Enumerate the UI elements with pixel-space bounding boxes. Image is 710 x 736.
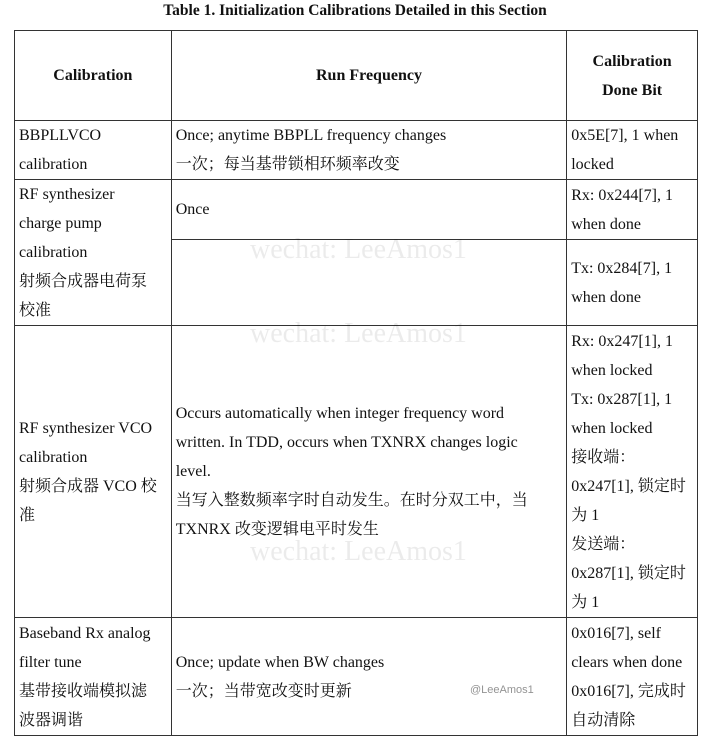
text-line: 0x016[7], 完成时: [571, 682, 686, 700]
header-done-bit-line: Calibration: [592, 52, 672, 70]
text-line: 为 1: [571, 506, 600, 524]
table-row: [15, 180, 698, 240]
text-line: 波器调谐: [19, 711, 84, 729]
text-line: Baseband Rx analog: [19, 624, 151, 642]
watermark: wechat: LeeAmos1: [250, 536, 467, 567]
text-line: 射频合成器电荷泵: [19, 273, 148, 290]
calibration-table: [14, 30, 698, 736]
table-row: [15, 326, 698, 618]
cell-done-bit: [567, 121, 698, 180]
watermark: wechat: LeeAmos1: [250, 234, 467, 265]
text-line: 一次；当带宽改变时更新: [175, 682, 352, 700]
text-line: clears when done: [571, 653, 683, 671]
text-line: Tx: 0x284[7], 1: [571, 259, 673, 277]
text-line: 射频合成器 VCO 校: [19, 477, 157, 495]
text-line: calibration: [19, 156, 88, 173]
table-header-row: [15, 31, 698, 121]
text-line: calibration: [19, 244, 88, 261]
text-line: when done: [571, 215, 641, 233]
text-line: calibration: [19, 448, 88, 466]
text-line: 0x016[7], self: [571, 624, 661, 642]
text-line: locked: [571, 156, 614, 173]
cell-done-bit-tx: [567, 240, 698, 326]
text-line: level.: [175, 463, 211, 480]
cell-run-frequency: [171, 618, 566, 736]
text-line: filter tune: [19, 653, 82, 671]
cell-run-frequency: [171, 326, 566, 618]
text-line: Once: [175, 201, 210, 218]
cell-calibration: [15, 180, 172, 326]
cell-calibration: [15, 326, 172, 618]
header-calibration: Calibration: [15, 31, 172, 121]
header-done-bit-line: Done Bit: [602, 81, 663, 99]
header-run-frequency: Run Frequency: [171, 31, 566, 121]
text-line: Tx: 0x287[1], 1: [571, 390, 673, 408]
table-row: [15, 121, 698, 180]
text-line: charge pump: [19, 215, 102, 232]
text-line: 0x247[1], 锁定时: [571, 477, 686, 495]
cell-run-frequency: [171, 121, 566, 180]
cell-run-frequency-empty: [171, 240, 566, 326]
watermark: wechat: LeeAmos1: [250, 318, 467, 349]
text-line: 当写入整数频率字时自动发生。在时分双工中，当: [175, 492, 528, 509]
text-line: 自动清除: [571, 711, 636, 729]
text-line: TXNRX 改变逻辑电平时发生: [175, 521, 379, 538]
cell-done-bit: [567, 618, 698, 736]
text-line: 为 1: [571, 593, 600, 611]
text-line: when locked: [571, 361, 653, 379]
text-line: 一次；每当基带锁相环频率改变: [175, 156, 400, 173]
cell-run-frequency: [171, 180, 566, 240]
text-line: Occurs automatically when integer frequency word: [175, 405, 505, 422]
text-line: 0x5E[7], 1 when: [571, 127, 679, 144]
table-row: [15, 618, 698, 736]
text-line: 基带接收端模拟滤: [19, 682, 148, 700]
text-line: BBPLLVCO: [19, 127, 102, 144]
cell-done-bit-rx: [567, 180, 698, 240]
text-line: Rx: 0x247[1], 1: [571, 332, 673, 350]
text-line: 接收端：: [571, 448, 636, 466]
text-line: RF synthesizer VCO: [19, 419, 153, 437]
corner-watermark: @LeeAmos1: [470, 684, 534, 696]
text-line: Once; update when BW changes: [175, 653, 385, 671]
text-line: 校准: [19, 302, 52, 319]
header-done-bit: [567, 31, 698, 121]
cell-calibration: [15, 121, 172, 180]
text-line: when done: [571, 288, 641, 306]
cell-calibration: [15, 618, 172, 736]
cell-done-bit: [567, 326, 698, 618]
text-line: 发送端：: [571, 535, 636, 553]
text-line: RF synthesizer: [19, 186, 115, 203]
table-title: Table 1. Initialization Calibrations Detailed in this Section: [163, 2, 547, 19]
text-line: 0x287[1], 锁定时: [571, 564, 686, 582]
text-line: 准: [19, 506, 36, 524]
text-line: Once; anytime BBPLL frequency changes: [175, 127, 447, 144]
text-line: Rx: 0x244[7], 1: [571, 186, 673, 204]
text-line: when locked: [571, 419, 653, 437]
text-line: written. In TDD, occurs when TXNRX changes logic: [175, 434, 518, 451]
